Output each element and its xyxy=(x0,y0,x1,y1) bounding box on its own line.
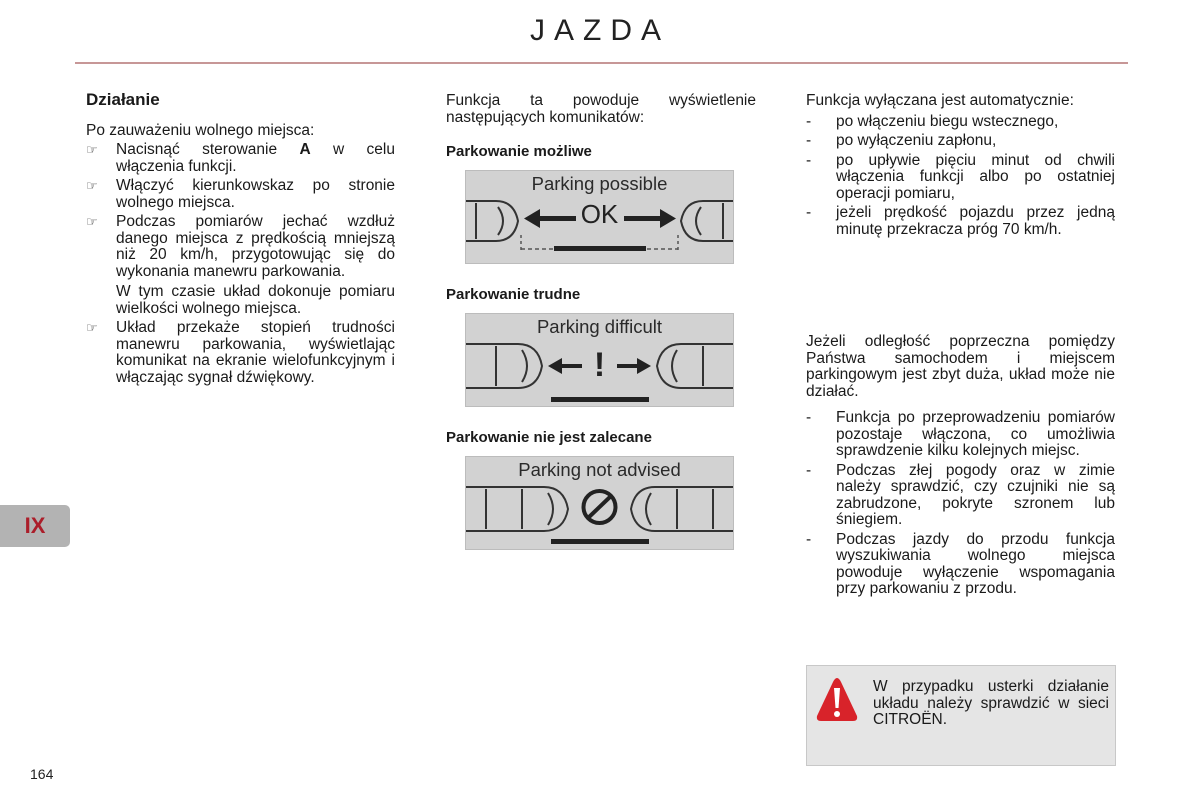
distance-note-block xyxy=(806,334,1115,598)
step-item xyxy=(86,214,395,280)
column-messages xyxy=(446,93,756,126)
step-item xyxy=(86,178,395,211)
display-parking-not-advised xyxy=(465,456,734,550)
column-deactivation xyxy=(806,93,1115,238)
list-item: - Podczas jazdy do przodu funkcja wyszukiwania wolnego miejsca powoduje wyłączenie wspomagania przy parkowaniu z przodu. xyxy=(806,530,1115,597)
message-title: Parkowanie trudne xyxy=(446,286,581,303)
chapter-tab xyxy=(0,505,70,547)
distance-note: Jeżeli odległość poprzeczna pomiędzy Państwa samochodem i miejscem parkingowym jest zbyt duża, układ może nie działać. xyxy=(806,333,1115,400)
auto-off-list xyxy=(806,114,1115,239)
list-item: - jeżeli prędkość pojazdu przez jedną minutę przekracza próg 70 km/h. xyxy=(806,204,1115,238)
step-note: W tym czasie układ dokonuje pomiaru wielkości wolnego miejsca. xyxy=(116,283,395,317)
parking-not-advised-graphic xyxy=(466,457,733,549)
exclamation-symbol: ! xyxy=(593,346,606,384)
notes-list xyxy=(806,410,1115,598)
warning-text: W przypadku usterki działanie układu należy sprawdzić w sieci CITROËN. xyxy=(873,678,1109,728)
list-item: - Podczas złej pogody oraz w zimie należy sprawdzić, czy czujniki nie są zabrudzone, pokryte szronem lub śniegiem. xyxy=(806,461,1115,528)
pointing-hand-icon: ☞ xyxy=(86,178,98,193)
screen-text: Parking not advised xyxy=(518,459,681,480)
step-text: Nacisnąć sterowanie A w celu włączenia funkcji. xyxy=(116,141,395,175)
step-text: Układ przekaże stopień trudności manewru parkowania, wyświetlając komunikat na ekranie wielofunkcyjnym i włączając sygnał dźwiękowy. xyxy=(116,319,395,386)
car-left-icon xyxy=(466,487,568,531)
intro-text: Funkcja wyłączana jest automatycznie: xyxy=(806,92,1074,109)
chapter-tab-label: IX xyxy=(24,513,46,538)
display-parking-difficult xyxy=(465,313,734,407)
header-divider xyxy=(75,62,1128,64)
no-entry-icon xyxy=(584,491,616,523)
page-title: JAZDA xyxy=(529,14,670,47)
warning-box xyxy=(806,665,1116,766)
exclamation-triangle-icon xyxy=(815,676,859,724)
step-item xyxy=(86,320,395,386)
car-right-icon xyxy=(631,487,733,531)
screen-text: Parking difficult xyxy=(536,316,663,337)
list-item: - po włączeniu biegu wstecznego, xyxy=(806,112,1059,130)
step-text: Włączyć kierunkowskaz po stronie wolnego miejsca. xyxy=(116,177,395,211)
list-item: - po upływie pięciu minut od chwili włączenia funkcji albo po ostatniej operacji pomiaru, xyxy=(806,151,1115,202)
pointing-hand-icon: ☞ xyxy=(86,214,98,229)
step-item xyxy=(86,142,395,175)
screen-text: Parking possible xyxy=(531,173,668,194)
list-item: - Funkcja po przeprowadzeniu pomiarów pozostaje włączona, co umożliwia sprawdzenie kilku kolejnych miejsc. xyxy=(806,409,1115,459)
message-title: Parkowanie nie jest zalecane xyxy=(446,429,652,446)
ok-symbol: OK xyxy=(580,199,619,229)
list-item: - po wyłączeniu zapłonu, xyxy=(806,132,997,149)
column-operation xyxy=(86,90,395,386)
page-number: 164 xyxy=(30,766,54,782)
pointing-hand-icon: ☞ xyxy=(86,320,98,335)
intro-text: Po zauważeniu wolnego miejsca: xyxy=(86,121,315,139)
intro-text: Funkcja ta powoduje wyświetlenie następujących komunikatów: xyxy=(446,92,756,126)
display-parking-possible xyxy=(465,170,734,264)
pointing-hand-icon: ☞ xyxy=(86,142,98,157)
message-title: Parkowanie możliwe xyxy=(446,143,592,160)
section-title: Działanie xyxy=(86,90,160,109)
step-text: Podczas pomiarów jechać wzdłuż danego miejsca z prędkością mniejszą niż 20 km/h, przygotowując się do wykonania manewru parkowania. xyxy=(116,213,395,280)
